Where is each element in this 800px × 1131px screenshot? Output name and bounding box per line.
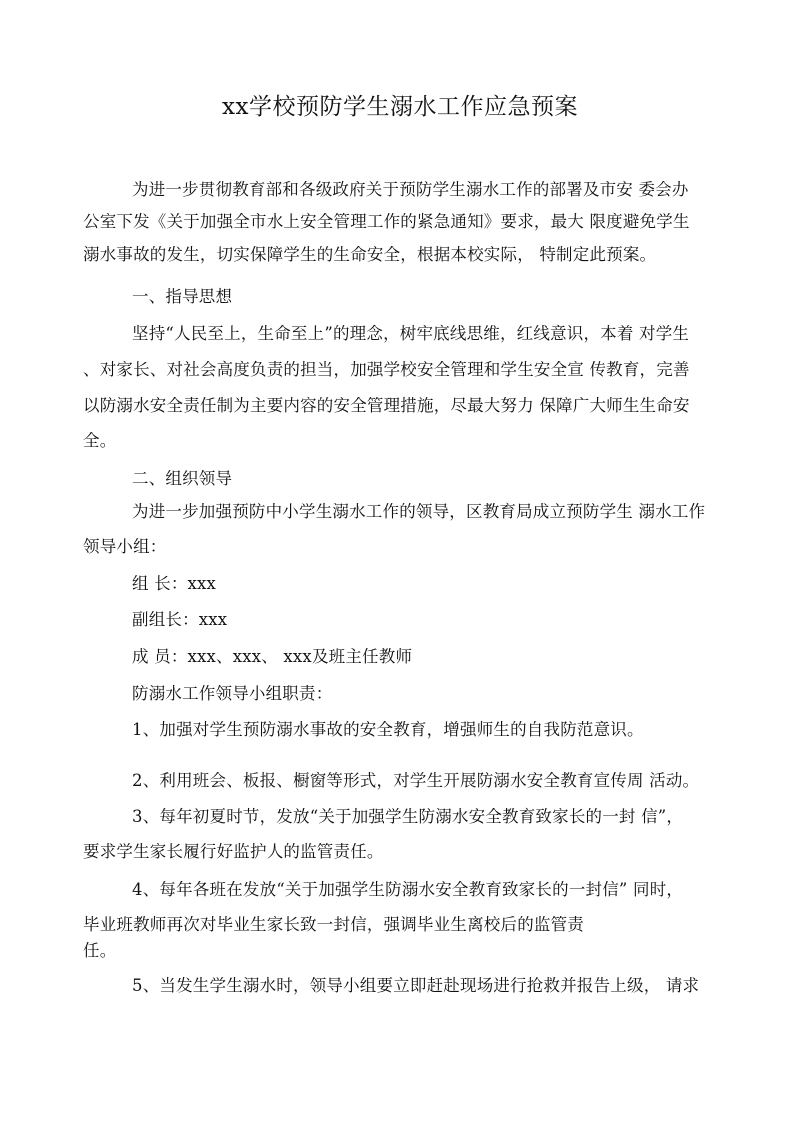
document-title: xx学校预防学生溺水工作应急预案 [222, 94, 578, 120]
member-line: 副组长：xxx [132, 610, 228, 629]
section-heading: 二、组织领导 [132, 469, 233, 488]
list-item: 2、利用班会、板报、橱窗等形式，对学生开展防溺水安全教育宣传周 活动。 [132, 771, 700, 790]
paragraph-line: 公室下发《关于加强全市水上安全管理工作的紧急通知》要求，最大 限度避免学生 [83, 212, 690, 231]
member-line: 成 员：xxx、xxx、 xxx及班主任教师 [132, 647, 413, 666]
list-item: 1、加强对学生预防溺水事故的安全教育，增强师生的自我防范意识。 [132, 720, 644, 739]
paragraph-line: 为进一步贯彻教育部和各级政府关于预防学生溺水工作的部署及市安 委会办 [132, 180, 689, 199]
member-line: 组 长：xxx [132, 574, 217, 593]
paragraph-line: 防溺水工作领导小组职责： [132, 684, 333, 703]
paragraph-line: 坚持“人民至上，生命至上”的理念，树牢底线思维，红线意识，本着 对学生 [132, 324, 690, 343]
section-heading: 一、指导思想 [132, 287, 233, 306]
list-item: 4、每年各班在发放“关于加强学生防溺水安全教育致家长的一封信” 同时， [132, 880, 684, 899]
list-item: 5、当发生学生溺水时，领导小组要立即赶赴现场进行抢救并报告上级， 请求 [132, 976, 700, 995]
list-item-continuation: 要求学生家长履行好监护人的监管责任。 [83, 842, 384, 861]
paragraph-line: 溺水事故的发生，切实保障学生的生命安全，根据本校实际， 特制定此预案。 [83, 245, 657, 264]
list-item-continuation: 任。 [83, 941, 117, 960]
paragraph-line: 以防溺水安全责任制为主要内容的安全管理措施，尽最大努力 保障广大师生生命安 [83, 396, 690, 415]
paragraph-line: 、对家长、对社会高度负责的担当，加强学校安全管理和学生安全宣 传教育，完善 [83, 360, 690, 379]
paragraph-line: 全。 [83, 431, 117, 450]
list-item: 3、每年初夏时节，发放“关于加强学生防溺水安全教育致家长的一封 信”， [132, 807, 684, 826]
paragraph-line: 领导小组： [83, 537, 167, 556]
list-item-continuation: 毕业班教师再次对毕业生家长致一封信，强调毕业生离校后的监管责 [83, 915, 584, 934]
paragraph-line: 为进一步加强预防中小学生溺水工作的领导，区教育局成立预防学生 溺水工作 [132, 502, 706, 521]
